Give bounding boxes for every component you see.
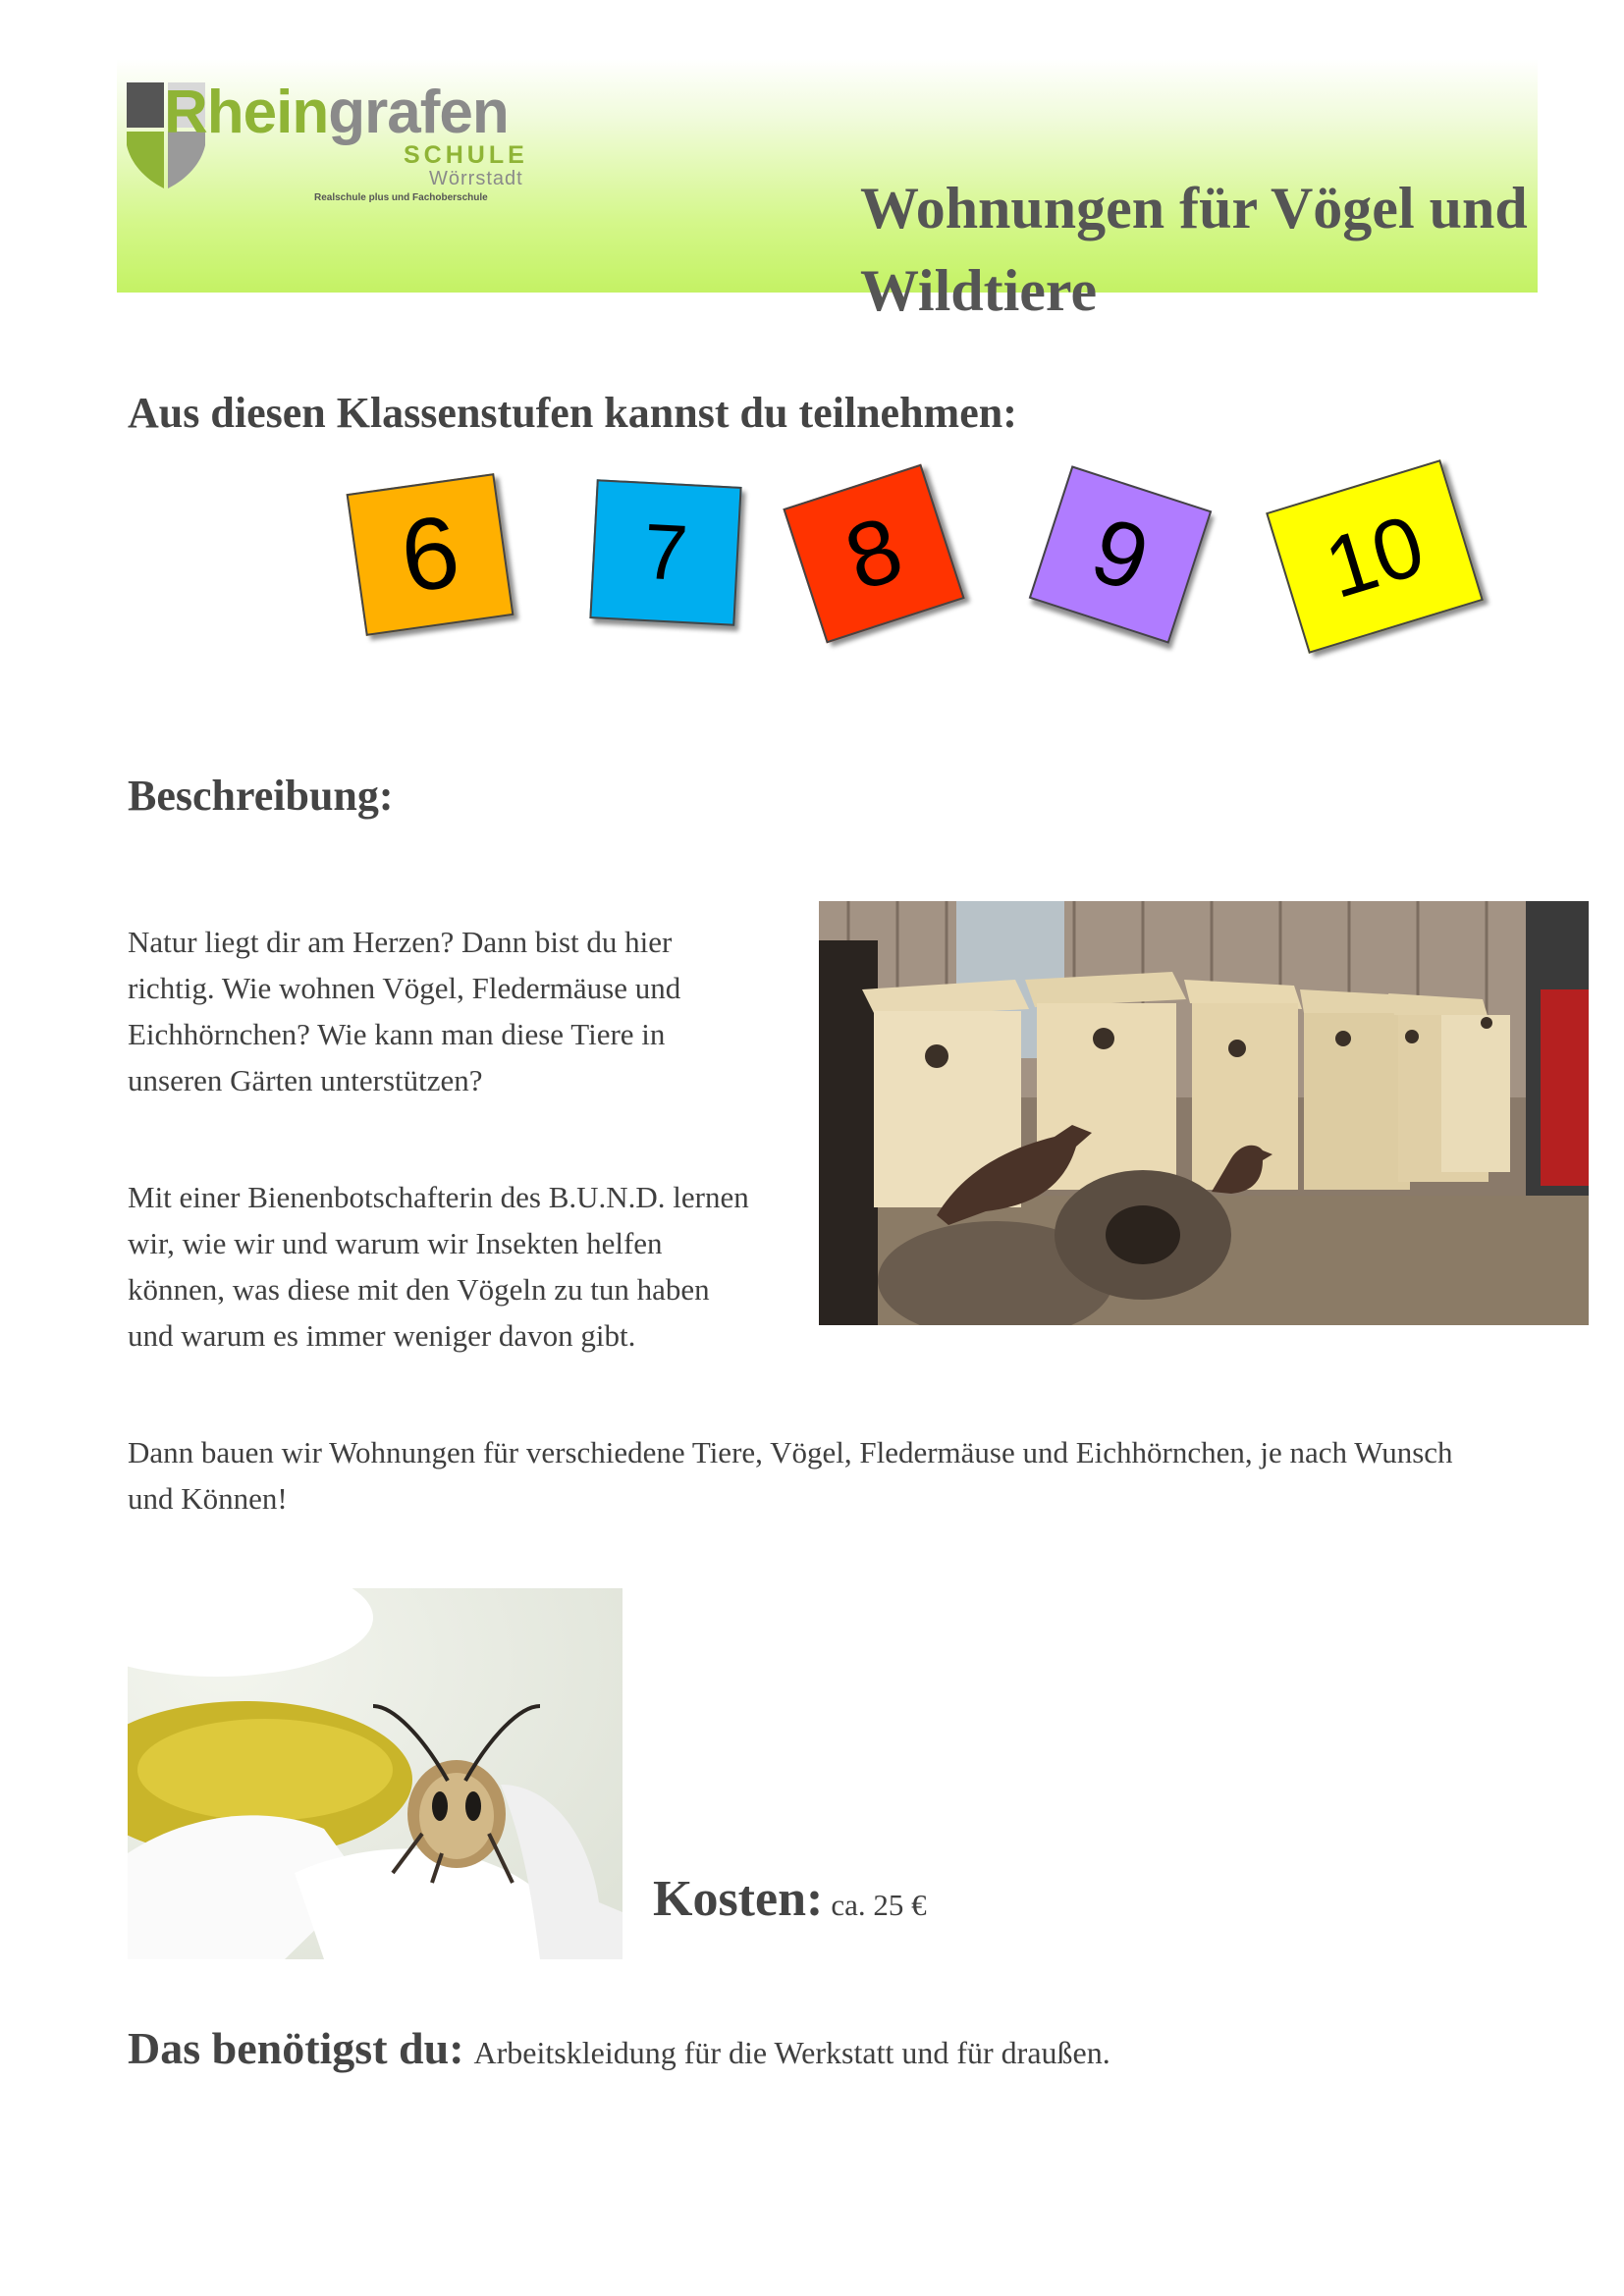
requirements-line <box>128 2022 1110 2074</box>
grade-label: 9 <box>1080 497 1162 612</box>
page-title: Wohnungen für Vögel und Wildtiere <box>860 176 1528 323</box>
grade-label: 6 <box>394 494 466 614</box>
description-paragraph-2: Mit einer Bienenbotschafterin des B.U.N.D. lernen wir, wie wir und warum wir Insekten helfen können, was diese mit den Vögeln zu tun haben und warum es immer weniger davon gibt. <box>128 1180 749 1353</box>
grade-label: 10 <box>1314 495 1435 617</box>
logo-subtitle: Realschule plus und Fachoberschule <box>314 192 488 203</box>
description-heading: Beschreibung: <box>128 772 394 820</box>
description-paragraph-3: Dann bauen wir Wohnungen für verschiedene Tiere, Vögel, Fledermäuse und Eichhörnchen, je nach Wunsch und Können! <box>128 1435 1453 1516</box>
grade-card-10 <box>1266 459 1484 654</box>
grade-label: 8 <box>833 496 914 611</box>
logo-town: Wörrstadt <box>429 168 523 189</box>
logo-wordmark: Rheingrafen <box>164 79 509 146</box>
requirements-label: Das benötigst du: <box>128 2023 464 2073</box>
birdhouses-illustration <box>819 901 1589 1325</box>
bee-illustration <box>128 1588 623 1959</box>
logo-schule: SCHULE <box>404 141 528 169</box>
grade-card-6 <box>347 473 514 636</box>
grade-card-7 <box>589 479 741 626</box>
bee-on-flower-photo <box>128 1588 623 1959</box>
cost-value: ca. 25 € <box>831 1888 927 1922</box>
cost-line <box>653 1870 927 1928</box>
header-banner <box>117 59 1538 323</box>
cost-label: Kosten: <box>653 1871 824 1927</box>
grade-card-9 <box>1029 465 1213 643</box>
birdhouses-photo <box>819 901 1589 1325</box>
description-paragraph-1: Natur liegt dir am Herzen? Dann bist du hier richtig. Wie wohnen Vögel, Fledermäuse und Eichhörnchen? Wie kann man diese Tiere in unseren Gärten unterstützen? <box>128 925 681 1097</box>
school-logo <box>125 79 567 216</box>
grade-card-8 <box>783 464 964 644</box>
grades-heading: Aus diesen Klassenstufen kannst du teilnehmen: <box>128 389 1017 437</box>
grade-label: 7 <box>641 507 690 598</box>
requirements-value: Arbeitskleidung für die Werkstatt und für draußen. <box>473 2035 1110 2070</box>
